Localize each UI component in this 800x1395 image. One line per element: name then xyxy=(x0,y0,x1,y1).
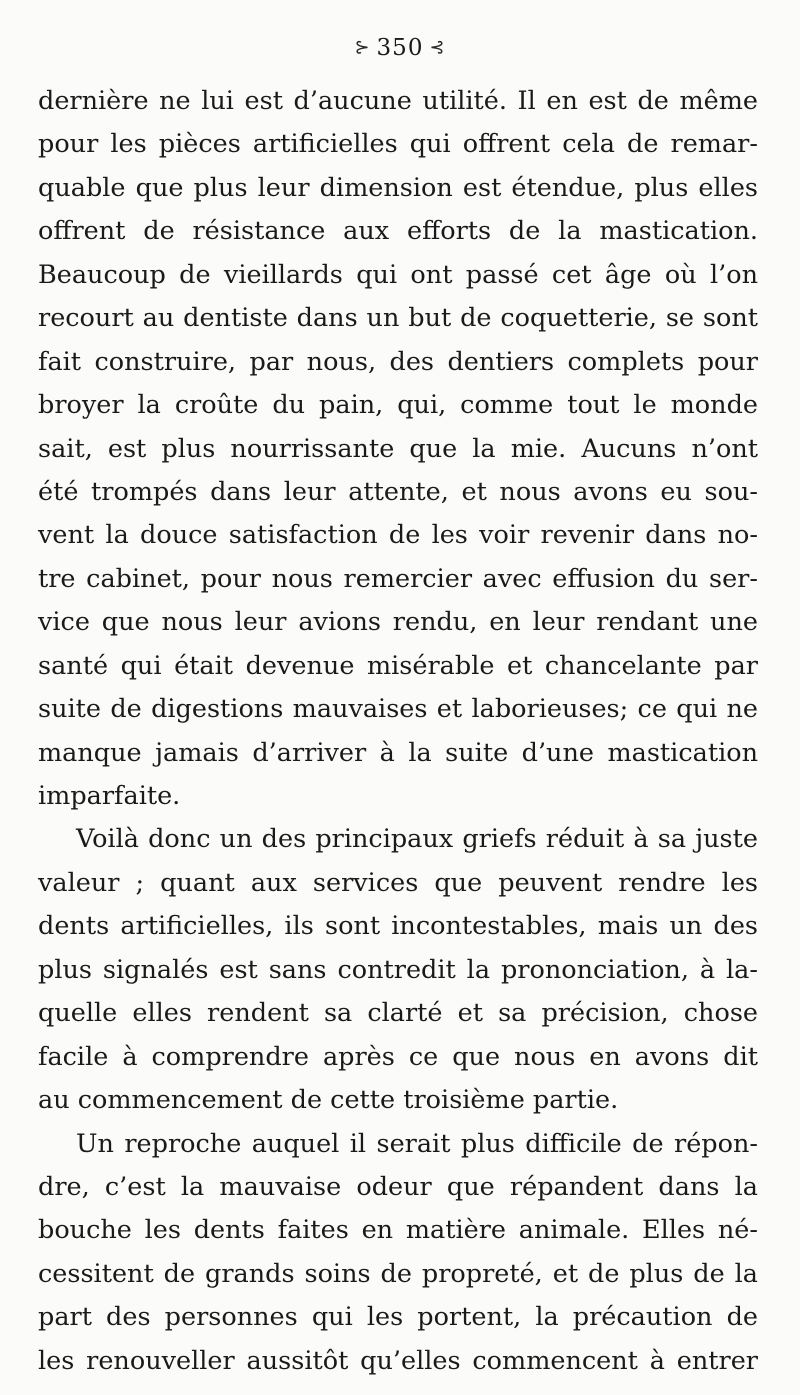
right-ornament-icon: ⊰ xyxy=(429,37,446,58)
text-line: dre, c’est la mauvaise odeur que répandent dans la xyxy=(38,1171,758,1202)
text-line: cessitent de grands soins de propreté, et de plus de la xyxy=(38,1258,758,1289)
text-line: quelle elles rendent sa clarté et sa précision, chose xyxy=(38,998,758,1029)
paragraph-last-line: au commencement de cette troisième partie. xyxy=(38,1085,619,1116)
text-line: plus signalés est sans contredit la prononciation, à la- xyxy=(38,954,758,985)
text-line: quable que plus leur dimension est étendue, plus elles xyxy=(38,172,758,203)
page-number: 350 xyxy=(376,35,424,61)
text-line: sait, est plus nourrissante que la mie. Aucuns n’ont xyxy=(38,433,758,464)
text-line: offrent de résistance aux efforts de la mastication. xyxy=(38,216,758,247)
text-line: fait construire, par nous, des dentiers complets pour xyxy=(38,346,758,377)
text-line: vent la douce satisfaction de les voir revenir dans no- xyxy=(38,520,758,551)
text-line: manque jamais d’arriver à la suite d’une mastication xyxy=(38,737,758,768)
text-line: valeur ; quant aux services que peuvent rendre les xyxy=(38,867,758,898)
text-line: facile à comprendre après ce que nous en avons dit xyxy=(38,1041,758,1072)
text-line: recourt au dentiste dans un but de coquetterie, se sont xyxy=(38,303,758,334)
text-line: tre cabinet, pour nous remercier avec effusion du ser- xyxy=(38,563,758,594)
paragraph-first-line: Voilà donc un des principaux griefs réduit à sa juste xyxy=(76,824,758,855)
text-line: les renouveller aussitôt qu’elles commencent à entrer xyxy=(38,1345,758,1376)
text-line: bouche les dents faites en matière animale. Elles né- xyxy=(38,1215,758,1246)
text-line: dernière ne lui est d’aucune utilité. Il en est de même xyxy=(38,86,758,116)
page-header xyxy=(0,34,800,62)
text-line: suite de digestions mauvaises et laborieuses; ce qui ne xyxy=(38,694,758,725)
text-line: vice que nous leur avions rendu, en leur rendant une xyxy=(38,607,758,638)
text-line: été trompés dans leur attente, et nous avons eu sou- xyxy=(38,476,758,507)
body-text xyxy=(38,80,758,1383)
paragraph-last-line: imparfaite. xyxy=(38,781,181,811)
text-line: part des personnes qui les portent, la précaution de xyxy=(38,1302,758,1333)
text-line: pour les pièces artificielles qui offrent cela de remar- xyxy=(38,129,758,160)
text-line: santé qui était devenue misérable et chancelante par xyxy=(38,650,758,681)
text-line: broyer la croûte du pain, qui, comme tout le monde xyxy=(38,390,758,421)
paragraph-first-line: Un reproche auquel il serait plus difficile de répon- xyxy=(76,1128,758,1159)
text-line: dents artificielles, ils sont incontestables, mais un des xyxy=(38,911,758,942)
left-ornament-icon: ⊱ xyxy=(354,37,371,58)
text-line: Beaucoup de vieillards qui ont passé cet âge où l’on xyxy=(38,259,758,290)
